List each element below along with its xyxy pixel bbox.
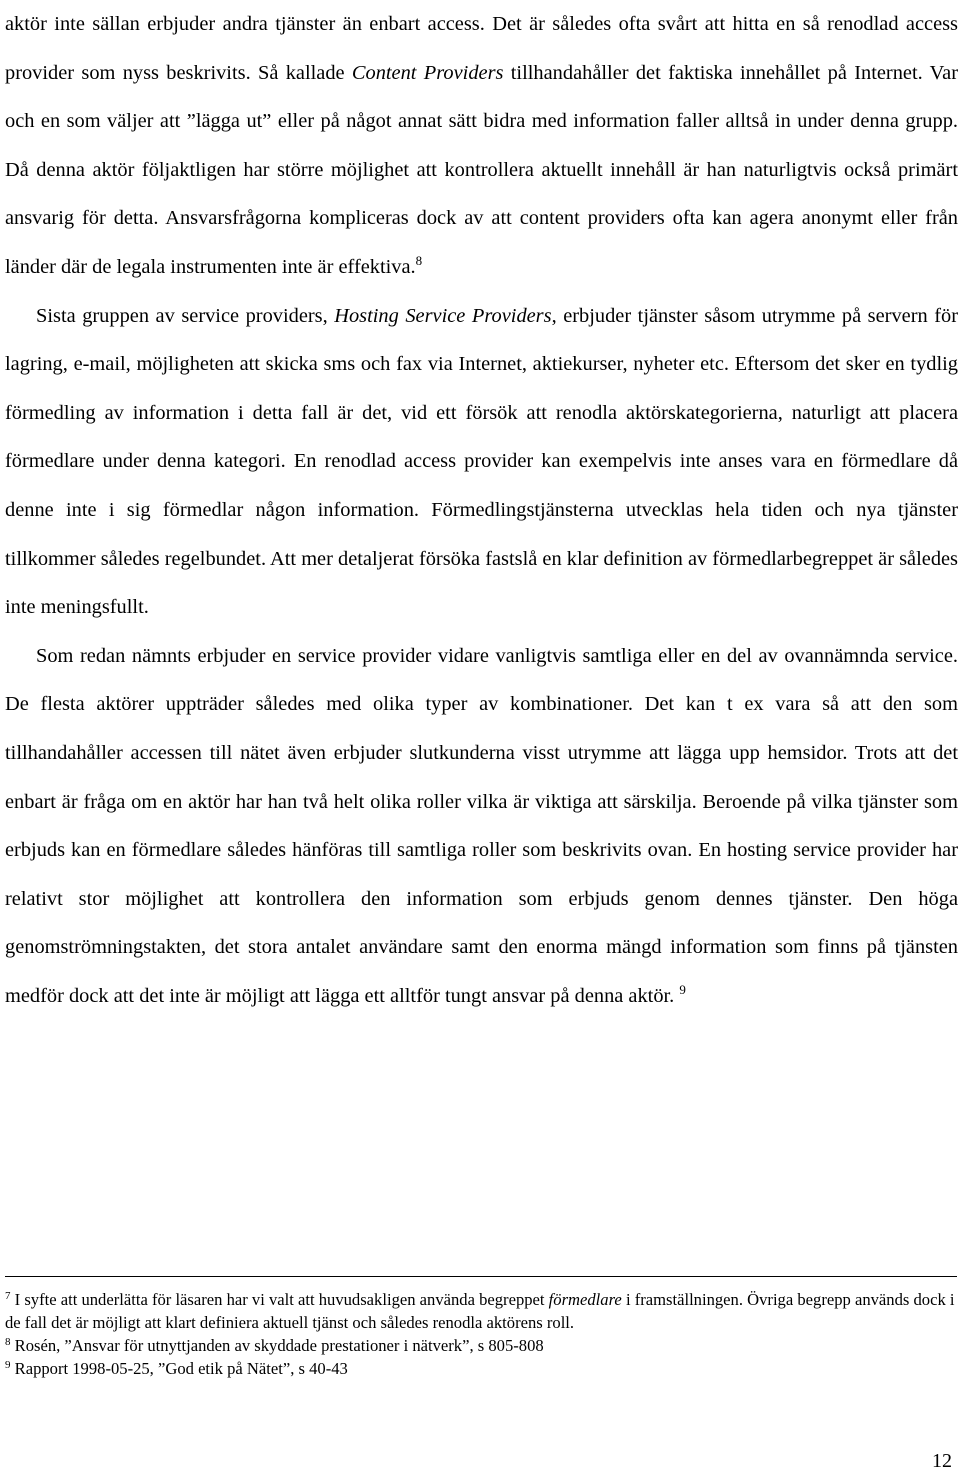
footnote-text: i framställningen. Övriga begrepp används dock i de fall det är möjligt att klart definiera aktuell tjänst och således renodla aktörens roll. xyxy=(5,1290,955,1332)
term-hosting-service-providers: Hosting Service Providers xyxy=(334,304,552,327)
term-content-providers: Content Providers xyxy=(351,61,504,84)
footnote-reference-9[interactable]: 9 xyxy=(679,981,686,997)
footnote-8 xyxy=(5,1334,957,1357)
paragraph-combinations xyxy=(5,632,958,1021)
footnote-text: Rosén, ”Ansvar för utnyttjanden av skyddade prestationer i nätverk”, s 805-808 xyxy=(10,1336,544,1355)
paragraph-text: aktör inte sällan erbjuder andra tjänster än enbart access. Det är således ofta svårt att hitta en så renodlad access provider som nyss beskrivits. Så kallade xyxy=(5,13,958,84)
paragraph-text: Som redan nämnts erbjuder en service provider vidare vanligtvis samtliga eller en del av ovannämnda service. De flesta aktörer uppträder således med olika typer av kombinationer. Det kan t ex vara så att den som tillhandahåller accessen till nätet även erbjuder slutkunderna visst utrymme att lägga upp hemsidor. Trots att det enbart är fråga om en aktör har han två helt olika roller vilka är viktiga att särskilja. Beroende på vilka tjänster som erbjuds kan en förmedlare således hänföras till samtliga roller som beskrivits ovan. En hosting service provider har relativt stor möjlighet att kontrollera den information som erbjuds genom dennes tjänster. Den höga genomströmningstakten, det stora antalet användare samt den enorma mängd information som finns på tjänsten medför dock att det inte är möjligt att lägga ett alltför tungt ansvar på denna aktör. xyxy=(5,644,958,1007)
footnote-divider xyxy=(5,1276,957,1277)
footnote-number: 8 xyxy=(5,1336,11,1348)
footnote-text: Rapport 1998-05-25, ”God etik på Nätet”, s 40-43 xyxy=(10,1359,348,1378)
footnote-text: I syfte att underlätta för läsaren har vi valt att huvudsakligen använda begreppet xyxy=(10,1290,549,1309)
footnote-7 xyxy=(5,1288,957,1334)
footnote-number: 9 xyxy=(5,1359,11,1371)
footnote-term-formedlare: förmedlare xyxy=(548,1290,622,1309)
paragraph-content-providers xyxy=(5,0,958,292)
paragraph-text: , erbjuder tjänster såsom utrymme på servern för lagring, e-mail, möjligheten att skicka sms och fax via Internet, aktiekurser, nyheter etc. Eftersom det sker en tydlig förmedling av information i detta fall är det, vid ett försök att renodla aktörskategorierna, naturligt att placera förmedlare under denna kategori. En renodlad access provider kan exempelvis inte anses vara en förmedlare då denne inte i sig förmedlar någon information. Förmedlingstjänsterna utvecklas hela tiden och nya tjänster tillkommer således regelbundet. Att mer detaljerat försöka fastslå en klar definition av förmedlarbegreppet är således inte meningsfullt. xyxy=(5,304,958,619)
page-number: 12 xyxy=(932,1450,952,1472)
footnote-reference-8[interactable]: 8 xyxy=(415,252,423,268)
footnote-number: 7 xyxy=(5,1290,11,1302)
footnote-9 xyxy=(5,1357,957,1380)
paragraph-text: tillhandahåller det faktiska innehållet på Internet. Var och en som väljer att ”lägga ut” eller på något annat sätt bidra med information faller alltså in under denna grupp. Då denna aktör följaktligen har större möjlighet att kontrollera aktuellt innehåll är han naturligtvis också primärt ansvarig för detta. Ansvarsfrågorna kompliceras dock av att content providers ofta kan agera anonymt eller från länder där de legala instrumenten inte är effektiva. xyxy=(5,61,958,278)
body-text xyxy=(5,0,958,1020)
footnotes xyxy=(5,1288,957,1380)
paragraph-text: Sista gruppen av service providers, xyxy=(36,304,335,327)
paragraph-hosting-service-providers xyxy=(5,292,958,632)
